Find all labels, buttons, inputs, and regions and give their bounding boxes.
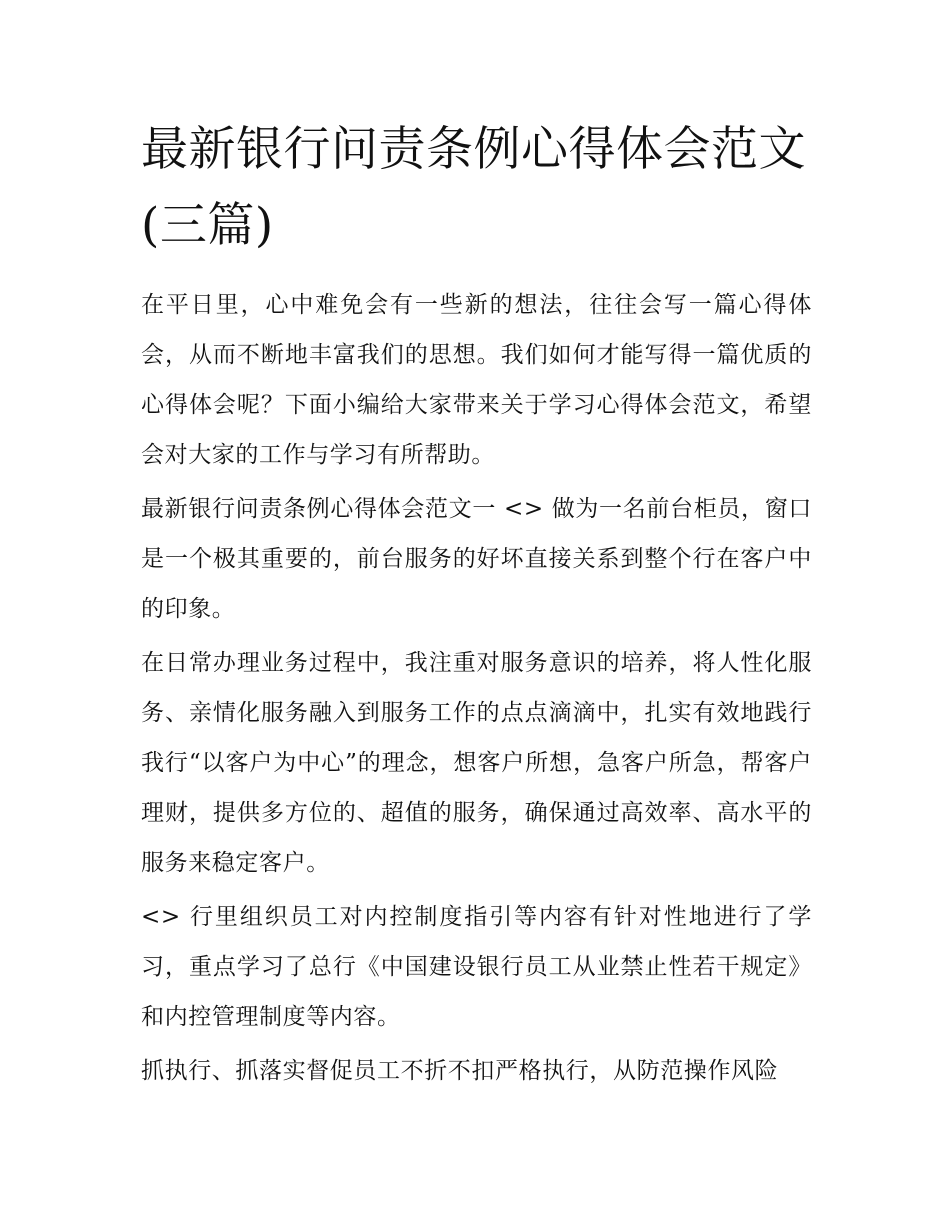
document-title: 最新银行问责条例心得体会范文(三篇) <box>141 122 806 253</box>
paragraph-intro: 在平日里，心中难免会有一些新的想法，往往会写一篇心得体会，从而不断地丰富我们的思想。我们如何才能写得一篇优质的心得体会呢？下面小编给大家带来关于学习心得体会范文，希望会对大家的工作与学习有所帮助。 <box>141 292 812 468</box>
paragraph-internal-control: <> 行里组织员工对内控制度指引等内容有针对性地进行了学习，重点学习了总行《中国建设银行员工从业禁止性若干规定》和内控管理制度等内容。 <box>141 904 812 1030</box>
paragraph-essay-one-opening: 最新银行问责条例心得体会范文一 <> 做为一名前台柜员，窗口是一个极其重要的，前台服务的好坏直接关系到整个行在客户中的印象。 <box>141 496 812 622</box>
document-body <box>141 280 812 1096</box>
paragraph-execution: 抓执行、抓落实督促员工不折不扣严格执行，从防范操作风险 <box>141 1058 779 1084</box>
paragraph-service: 在日常办理业务过程中，我注重对服务意识的培养，将人性化服务、亲情化服务融入到服务工作的点点滴滴中，扎实有效地践行我行“以客户为中心”的理念，想客户所想，急客户所急，帮客户理财，提供多方位的、超值的服务，确保通过高效率、高水平的服务来稳定客户。 <box>141 650 812 876</box>
